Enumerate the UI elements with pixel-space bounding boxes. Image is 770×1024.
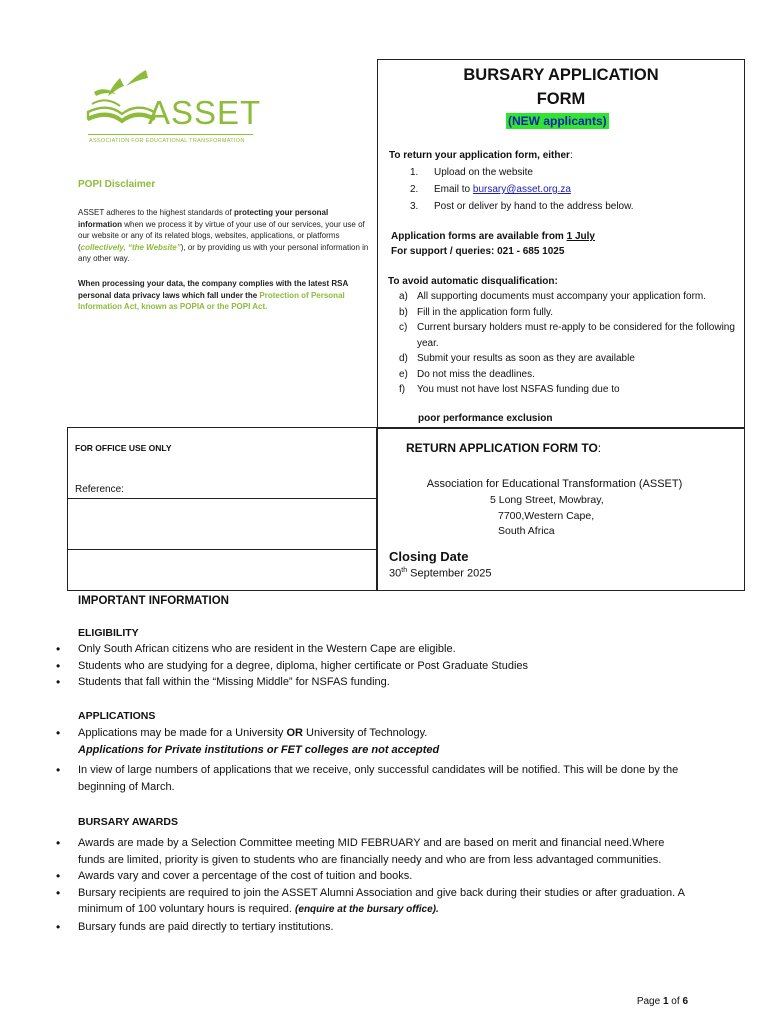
logo-wordmark: ASSET	[148, 94, 262, 131]
closing-rest: September 2025	[407, 567, 492, 580]
return-intro-text: To return your application form, either	[389, 150, 570, 161]
popi-text: when we process it by virtue of your use of our services, your use of our website or any of its related blogs, websites, applications, or platforms (	[78, 219, 365, 252]
return-methods-list	[390, 164, 634, 215]
reference-label: Reference:	[75, 484, 124, 495]
important-title: IMPORTANT INFORMATION	[78, 595, 229, 607]
closing-day: 30	[389, 567, 402, 580]
eligibility-title: ELIGIBILITY	[78, 627, 139, 639]
list-item	[390, 289, 735, 305]
list-item	[390, 164, 634, 181]
reference-input[interactable]	[69, 499, 375, 546]
closing-date-title: Closing Date	[389, 549, 469, 564]
list-letter: b)	[399, 306, 408, 318]
popi-paragraph-2	[78, 278, 370, 313]
address-line: 7700,Western Cape,	[498, 509, 595, 522]
popi-title: POPI Disclaimer	[78, 179, 156, 190]
disqualification-title: To avoid automatic disqualification:	[388, 276, 558, 287]
office-use-title: FOR OFFICE USE ONLY	[75, 443, 172, 453]
list-item: • Students that fall within the “Missing Middle” for NSFAS funding.	[52, 674, 692, 691]
awards-title: BURSARY AWARDS	[78, 816, 178, 828]
return-intro	[389, 147, 573, 164]
popi-text: When processing your data, the company complies with the latest RSA personal data privacy laws which fall under the	[78, 279, 348, 300]
address-line: 5 Long Street, Mowbray,	[490, 494, 604, 506]
asset-logo	[86, 66, 262, 150]
list-item	[390, 198, 634, 215]
list-item	[52, 885, 692, 919]
list-letter: f)	[399, 384, 406, 395]
disqualification-last-line: poor performance exclusion	[418, 413, 553, 424]
book-bird-icon	[86, 66, 156, 134]
popi-paragraph-1	[78, 207, 370, 265]
form-title-line-2: FORM	[536, 90, 586, 108]
popi-highlight: Protection of Personal Information Act, known as POPIA or the POPI Act.	[78, 290, 345, 312]
list-item	[390, 305, 735, 321]
popi-bold-text: protecting your personal information	[78, 208, 329, 229]
applications-title: APPLICATIONS	[78, 710, 156, 722]
list-number: 3.	[410, 201, 419, 212]
logo-rule	[88, 134, 253, 135]
list-number: 1.	[410, 167, 419, 178]
list-letter: d)	[399, 353, 408, 364]
list-item: • Awards are made by a Selection Committee meeting MID FEBRUARY and are based on merit and financial need.Where funds are limited, priority is given to students who are financially needy and who are from less advantaged communities.	[52, 835, 692, 868]
list-note: (enquire at the bursary office).	[295, 904, 439, 915]
list-number: 2.	[410, 184, 419, 195]
support-contact: For support / queries: 021 - 685 1025	[391, 246, 565, 257]
list-note: Applications for Private institutions or FET colleges are not accepted	[78, 743, 440, 756]
popi-text: ), or by providing us with your personal information in any other way.	[78, 242, 369, 264]
return-to-title	[406, 441, 601, 455]
list-text: Post or deliver by hand to the address below.	[434, 201, 634, 212]
list-item	[390, 351, 735, 367]
list-text: Bursary recipients are required to join the ASSET Alumni Association and give back during their studies or after graduation. A minimum of 100 voluntary hours is required.	[78, 886, 685, 915]
box-divider	[378, 427, 744, 429]
page-number	[637, 996, 688, 1007]
page-current: 1	[662, 996, 669, 1007]
page-of: of	[668, 996, 683, 1007]
closing-date-value	[389, 567, 491, 580]
popi-text: ASSET adheres to the highest standards of	[78, 208, 234, 217]
logo-tagline: ASSOCIATION FOR EDUCATIONAL TRANSFORMATION	[89, 138, 245, 144]
applications-list-2	[52, 762, 692, 795]
applications-list	[52, 725, 692, 758]
list-text: Current bursary holders must re-apply to be considered for the following year.	[417, 322, 735, 349]
list-text: Applications may be made for a University	[78, 727, 287, 739]
list-item: • In view of large numbers of applications that we receive, only successful candidates will be notified. This will be done by the beginning of March.	[52, 762, 692, 795]
office-notes-input[interactable]	[69, 549, 375, 590]
address-block	[377, 477, 732, 493]
list-item: • Bursary funds are paid directly to tertiary institutions.	[52, 919, 692, 936]
email-link[interactable]: bursary@asset.org.za	[472, 184, 571, 195]
list-item	[390, 367, 735, 383]
availability-text: Application forms are available from	[391, 231, 567, 242]
list-item	[390, 181, 634, 198]
list-letter: e)	[399, 368, 408, 380]
disqualification-list	[390, 289, 735, 398]
return-to-text: RETURN APPLICATION FORM TO	[406, 441, 598, 455]
list-item: • Awards vary and cover a percentage of the cost of tuition and books.	[52, 868, 692, 885]
address-block-2	[490, 493, 604, 540]
list-letter: c)	[399, 322, 408, 333]
list-bold: OR	[286, 727, 303, 739]
list-item	[52, 725, 692, 758]
address-line: South Africa	[498, 525, 555, 537]
popi-highlight: collectively, “the Website”	[80, 242, 181, 252]
eligibility-list	[52, 641, 692, 691]
list-item	[390, 382, 735, 398]
list-text: Do not miss the deadlines.	[417, 368, 535, 380]
availability-date: 1 July	[566, 231, 595, 242]
list-text: Email to	[434, 184, 473, 195]
list-text: Fill in the application form fully.	[417, 306, 553, 318]
closing-sup: th	[401, 567, 408, 574]
list-text: Submit your results as soon as they are available	[417, 353, 635, 364]
list-text: Upload on the website	[434, 167, 533, 178]
return-to-colon: :	[597, 441, 602, 455]
page-total: 6	[682, 996, 688, 1007]
list-text: You must not have lost NSFAS funding due to	[417, 384, 620, 395]
list-item: • Only South African citizens who are resident in the Western Cape are eligible.	[52, 641, 692, 658]
list-item	[390, 320, 735, 351]
awards-list	[52, 835, 692, 935]
list-text: University of Technology.	[302, 727, 428, 739]
address-line: Association for Educational Transformation (ASSET)	[426, 478, 683, 490]
new-applicants-badge: (NEW applicants)	[508, 114, 607, 128]
form-title-line-1: BURSARY APPLICATION	[463, 66, 659, 84]
return-intro-colon: :	[569, 150, 573, 161]
list-letter: a)	[399, 291, 408, 302]
page-word: Page	[636, 996, 663, 1007]
list-item: • Students who are studying for a degree, diploma, higher certificate or Post Graduate Studies	[52, 658, 692, 675]
list-text: All supporting documents must accompany your application form.	[417, 291, 707, 302]
